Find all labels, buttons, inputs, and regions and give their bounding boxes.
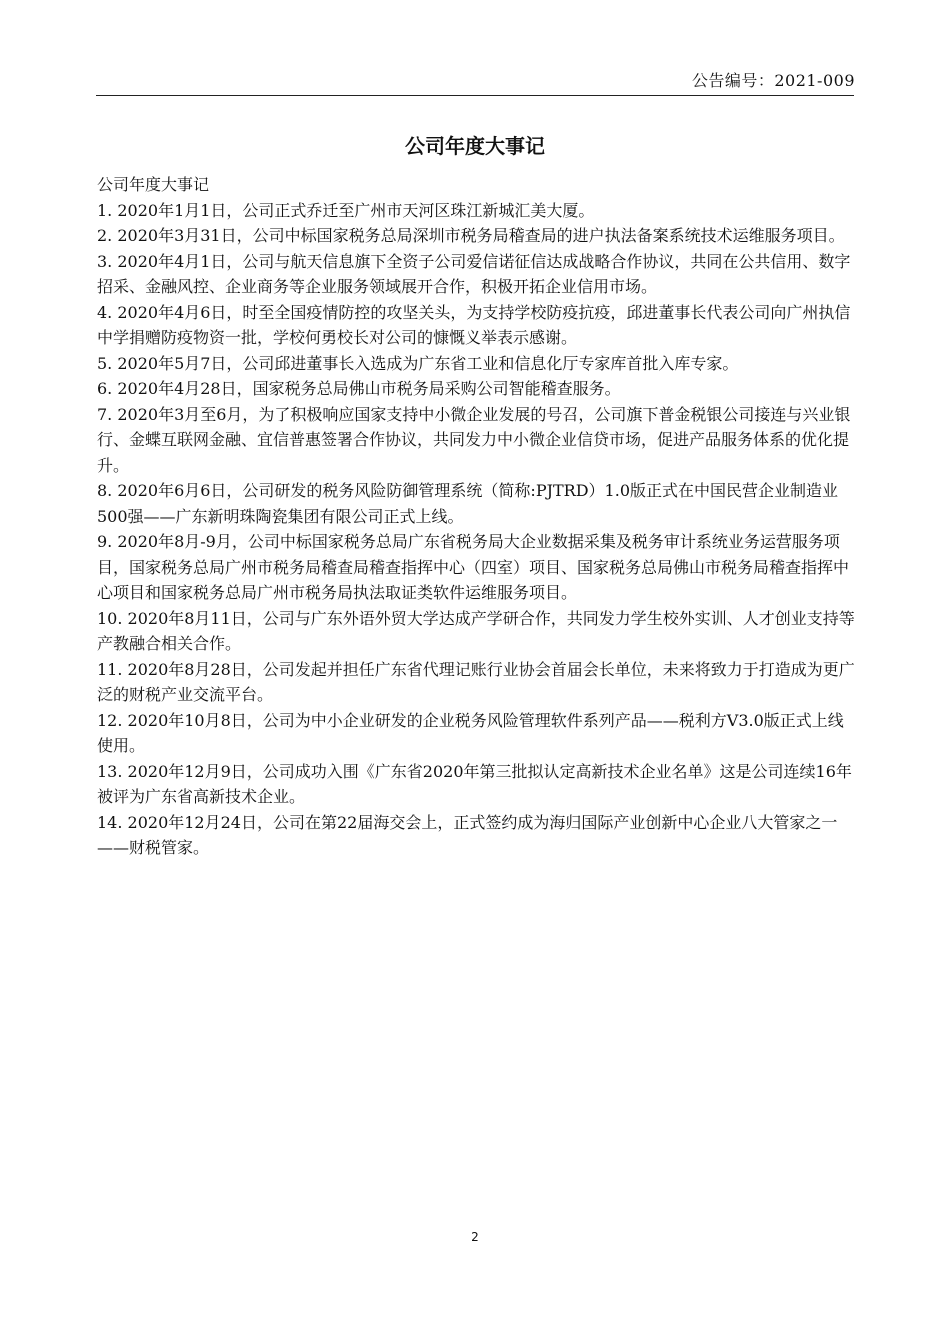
event-item: 11. 2020年8月28日，公司发起并担任广东省代理记账行业协会首届会长单位，未来将致力于打造成为更广泛的财税产业交流平台。 — [97, 659, 855, 704]
page-number: 2 — [471, 1230, 479, 1244]
event-item: 12. 2020年10月8日，公司为中小企业研发的企业税务风险管理软件系列产品——税利方V3.0版正式上线使用。 — [97, 710, 844, 755]
announcement-number: 公告编号：2021-009 — [691, 71, 855, 90]
event-item: 3. 2020年4月1日，公司与航天信息旗下全资子公司爱信诺征信达成战略合作协议，共同在公共信用、数字招采、金融风控、企业商务等企业服务领域展开合作，积极开拓企业信用市场。 — [97, 251, 851, 296]
event-item: 8. 2020年6月6日，公司研发的税务风险防御管理系统（简称:PJTRD）1.0版正式在中国民营企业制造业500强——广东新明珠陶瓷集团有限公司正式上线。 — [97, 481, 838, 526]
event-item: 10. 2020年8月11日，公司与广东外语外贸大学达成产学研合作，共同发力学生校外实训、人才创业支持等产教融合相关合作。 — [97, 608, 855, 653]
section-subtitle: 公司年度大事记 — [97, 175, 210, 194]
event-item: 4. 2020年4月6日，时至全国疫情防控的攻坚关头，为支持学校防疫抗疫，邱进董事长代表公司向广州执信中学捐赠防疫物资一批，学校何勇校长对公司的慷慨义举表示感谢。 — [97, 302, 851, 347]
event-item: 7. 2020年3月至6月，为了积极响应国家支持中小微企业发展的号召，公司旗下普金税银公司接连与兴业银行、金蝶互联网金融、宜信普惠签署合作协议，共同发力中小微企业信贷市场，促进产品服务体系的优化提升。 — [97, 404, 851, 475]
document-body — [97, 172, 855, 861]
event-item: 14. 2020年12月24日，公司在第22届海交会上，正式签约成为海归国际产业创新中心企业八大管家之一——财税管家。 — [97, 812, 838, 857]
event-item: 5. 2020年5月7日，公司邱进董事长入选成为广东省工业和信息化厅专家库首批入库专家。 — [97, 353, 739, 373]
page-title: 公司年度大事记 — [405, 134, 545, 158]
event-item: 6. 2020年4月28日，国家税务总局佛山市税务局采购公司智能稽查服务。 — [97, 379, 621, 398]
event-item: 9. 2020年8月-9月，公司中标国家税务总局广东省税务局大企业数据采集及税务审计系统业务运营服务项目，国家税务总局广州市税务局稽查局稽查指挥中心（四室）项目、国家税务总局佛山市税务局稽查指挥中心项目和国家税务总局广州市税务局执法取证类软件运维服务项目。 — [97, 532, 850, 602]
event-item: 2. 2020年3月31日，公司中标国家税务总局深圳市税务局稽查局的进户执法备案系统技术运维服务项目。 — [97, 226, 845, 245]
event-item: 1. 2020年1月1日，公司正式乔迁至广州市天河区珠江新城汇美大厦。 — [97, 200, 595, 220]
event-item: 13. 2020年12月9日，公司成功入围《广东省2020年第三批拟认定高新技术企业名单》这是公司连续16年被评为广东省高新技术企业。 — [97, 761, 852, 806]
header-divider — [96, 95, 854, 96]
